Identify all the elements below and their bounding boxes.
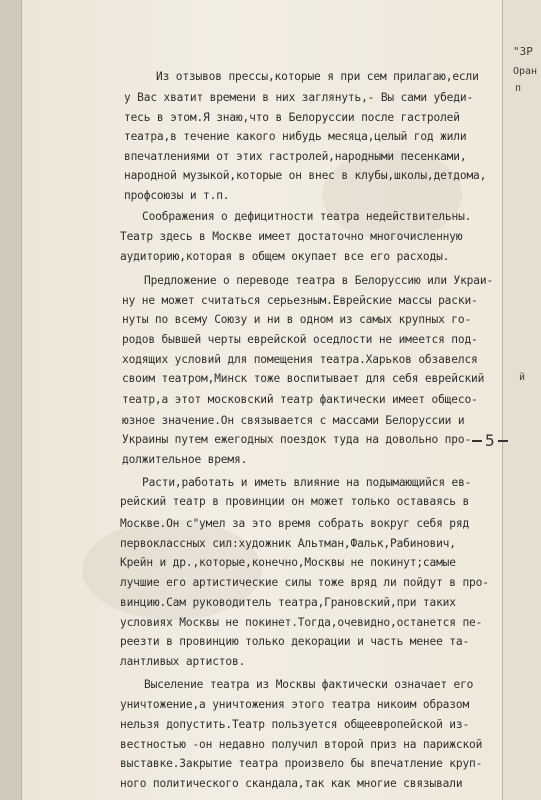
- text-line: Выселение театра из Москвы фактически означает его: [144, 678, 474, 692]
- text-line: нельзя допустить.Театр пользуется общеевропейской из-: [120, 717, 470, 731]
- text-line: Из отзывов прессы,которые я при сем прилагаю,если: [156, 70, 479, 84]
- text-line: условиях Москвы не покинет.Тогда,очевидно,останется пе-: [120, 615, 483, 629]
- text-line: аудиторию,которая в общем окупает все его расходы.: [120, 250, 450, 264]
- text-line: юзное значение.Он связывается с массами Белоруссии и: [122, 413, 465, 427]
- text-line: театра,в течение какого нибудь месяца,целый год жили: [124, 130, 467, 144]
- text-line: Крейн и др.,которые,конечно,Москвы не покинут;самые: [120, 556, 456, 570]
- underlying-fragment-3: й: [519, 372, 526, 383]
- text-line: Театр здесь в Москве имеет достаточно многочисленную: [120, 229, 463, 243]
- text-line: Предложение о переводе театра в Белоруссию или Украи-: [144, 273, 494, 287]
- underlying-sheet-edge: [500, 0, 541, 800]
- text-line: тесь в этом.Я знаю,что в Белоруссии после гастролей: [124, 110, 460, 124]
- text-line: театр,а этот московский театр фактически имеет общесо-: [122, 393, 478, 407]
- page-number: 5: [485, 431, 496, 450]
- text-line: родов бывшей черты еврейской оседлости не имеется под-: [122, 332, 478, 346]
- text-line: рейский театр в провинции он может только оставаясь в: [120, 495, 470, 509]
- text-line: реезти в провинцию только декорации и часть менее та-: [120, 635, 470, 649]
- text-line: лантливых артистов.: [120, 655, 246, 669]
- text-line: народной музыкой,которые он внес в клубы,школы,детдома,: [124, 168, 487, 182]
- text-line: Украины путем ежегодных поездок туда на довольно про-: [122, 432, 472, 446]
- text-line: ного политического скандала,так как многие связывали: [120, 777, 463, 790]
- page-number-dash-left: [472, 440, 482, 442]
- text-line: Расти,работать и иметь влияние на подымающийся ев-: [142, 475, 472, 489]
- text-line: ходящих условий для помещения театра.Харьков обзавелся: [122, 352, 478, 366]
- text-line: впечатлениями от этих гастролей,народными песенками,: [124, 150, 467, 163]
- text-line: должительное время.: [122, 453, 248, 467]
- underlying-fragment-2: п: [515, 83, 522, 94]
- text-line: винцию.Сам руководитель театра,Грановский,при таких: [120, 595, 456, 609]
- text-line: своим театром,Минск тоже воспитывает для себя еврейский: [122, 372, 485, 386]
- text-line: профсоюзы и т.п.: [124, 188, 230, 202]
- text-line: лучшие его артистические силы тоже вряд ли пойдут в про-: [120, 576, 489, 590]
- text-line: у Вас хватит времени в них заглянуть,- Вы сами убеди-: [124, 90, 474, 104]
- text-line: вестностью -он недавно получил второй приз на парижской: [120, 737, 483, 751]
- text-line: Москве.Он с"умел за это время собрать вокруг себя ряд: [120, 516, 470, 530]
- text-line: первоклассных сил:художник Альтман,Фальк,Рабинович,: [120, 536, 456, 550]
- text-line: ну не может считаться серьезным.Еврейские массы раски-: [122, 293, 478, 307]
- document-body: [22, 0, 502, 800]
- text-line: нуты по всему Союзу и ни в одном из самых крупных го-: [122, 313, 472, 327]
- text-line: выставке.Закрытие театра произвело бы впечатление круп-: [120, 757, 483, 771]
- text-line: уничтожение,а уничтожения этого театра никоим образом: [120, 698, 470, 712]
- text-line: Соображения о дефицитности театра недействительны.: [142, 210, 472, 224]
- page-number-dash-right: [498, 440, 508, 442]
- typewritten-page: [22, 0, 502, 800]
- underlying-fragment-1: Оран: [513, 66, 538, 77]
- underlying-header-fragment: "ЗР: [513, 45, 533, 58]
